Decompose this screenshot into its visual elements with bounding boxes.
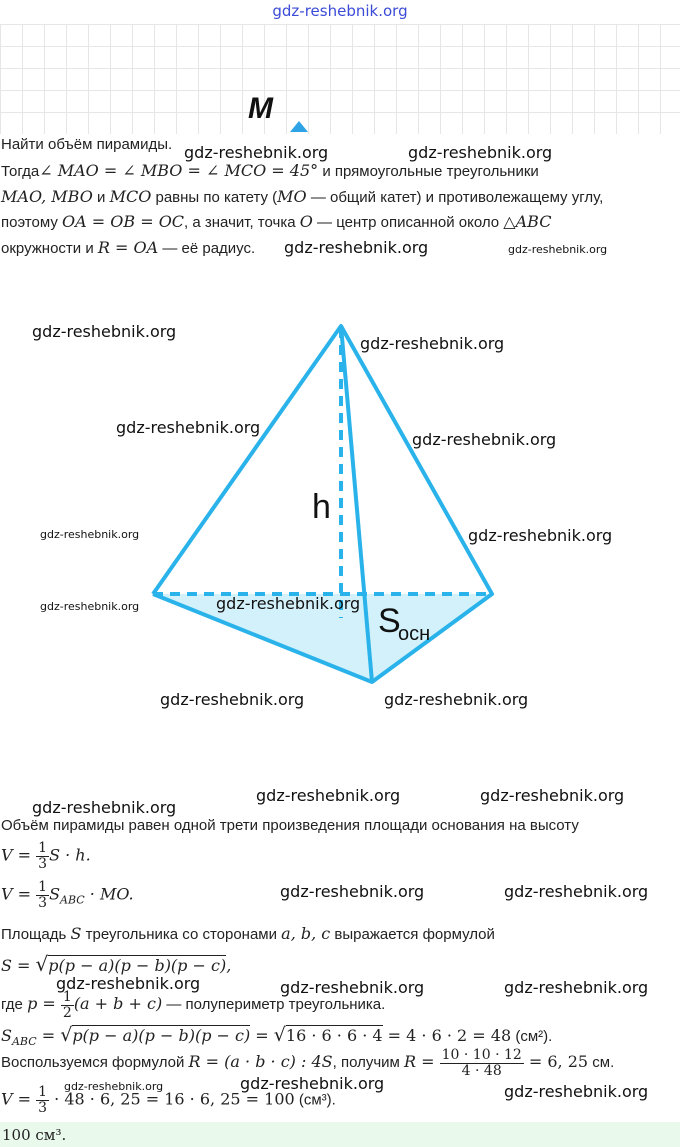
heron-lead: Площадь bbox=[1, 926, 71, 943]
heron-mid: треугольника со сторонами bbox=[81, 926, 282, 943]
v1-rhs: S · h. bbox=[49, 845, 91, 865]
task-intro: Найти объём пирамиды. bbox=[1, 136, 173, 153]
r-mid: , получим bbox=[332, 1054, 405, 1072]
angles-line-tail: и прямоугольные треугольники bbox=[318, 163, 539, 180]
r-unit: см. bbox=[588, 1054, 615, 1072]
heron-tail: выражается формулой bbox=[330, 926, 495, 943]
v2-tail: · MO. bbox=[84, 884, 134, 904]
sabc-eq: = bbox=[36, 1026, 61, 1045]
r-num: 10 · 10 · 12 bbox=[441, 1047, 522, 1063]
v1-lhs: V = bbox=[1, 845, 37, 865]
watermark: gdz-reshebnik.org bbox=[256, 786, 401, 805]
radius-equality: R = OA bbox=[97, 238, 159, 257]
frac-num-2: 1 bbox=[38, 879, 48, 895]
triangles-names-2: MCO bbox=[109, 187, 152, 206]
frac-den: 3 bbox=[38, 855, 48, 872]
watermark: gdz-reshebnik.org bbox=[240, 1074, 385, 1093]
watermark: gdz-reshebnik.org bbox=[384, 690, 529, 709]
v2-lhs: V = bbox=[1, 884, 37, 904]
vf-num: 1 bbox=[38, 1084, 48, 1100]
watermark: gdz-reshebnik.org bbox=[32, 322, 177, 341]
point-o: O bbox=[299, 212, 313, 231]
one-third-fraction bbox=[36, 841, 49, 871]
watermark: gdz-reshebnik.org bbox=[508, 243, 608, 256]
radius-line-tail: — её радиус. bbox=[158, 240, 256, 257]
r-formula: R = (a · b · c) : 4S bbox=[188, 1052, 333, 1072]
sqrt-icon: √ bbox=[35, 952, 49, 976]
sabc-radicand-1: p(p − a)(p − b)(p − c) bbox=[72, 1026, 251, 1045]
triangles-and: и bbox=[92, 189, 110, 206]
heron-end: , bbox=[226, 956, 232, 975]
watermark: gdz-reshebnik.org bbox=[40, 600, 140, 613]
vf-den: 3 bbox=[38, 1099, 48, 1116]
base-area-subscript: осн bbox=[398, 623, 431, 645]
segments-line-mid2: — центр описанной около bbox=[312, 214, 504, 231]
watermark: gdz-reshebnik.org bbox=[64, 1080, 164, 1093]
watermark: gdz-reshebnik.org bbox=[412, 430, 557, 449]
segments-equality: OA = OB = OC bbox=[61, 212, 185, 231]
apex-label-m: M bbox=[248, 92, 273, 125]
watermark: gdz-reshebnik.org bbox=[468, 526, 613, 545]
watermark: gdz-reshebnik.org bbox=[40, 528, 140, 541]
height-label: h bbox=[312, 488, 331, 526]
sabc-lhs: S bbox=[1, 1026, 12, 1045]
site-header-link[interactable]: gdz-reshebnik.org bbox=[272, 2, 408, 20]
triangles-names-1: MAO, MBO bbox=[1, 187, 93, 206]
area-calculation bbox=[1, 1024, 552, 1048]
watermark: gdz-reshebnik.org bbox=[504, 1082, 649, 1101]
answer-bar bbox=[0, 1122, 680, 1147]
watermark: gdz-reshebnik.org bbox=[408, 143, 553, 162]
angles-equality: ∠ MAO = ∠ MBO = ∠ MCO = 45° bbox=[39, 161, 319, 180]
one-half-fraction bbox=[61, 990, 74, 1020]
p-lhs: p = bbox=[27, 994, 61, 1014]
volume-rule: Объём пирамиды равен одной трети произведения площади основания на высоту bbox=[1, 817, 579, 834]
vf-rhs: · 48 · 6, 25 = 16 · 6, 25 = 100 bbox=[49, 1089, 295, 1109]
sabc-unit: (см²). bbox=[511, 1028, 553, 1045]
r-lhs: R = bbox=[404, 1052, 440, 1072]
sqrt-icon-3: √ bbox=[273, 1024, 286, 1046]
watermark: gdz-reshebnik.org bbox=[504, 882, 649, 901]
segments-line-mid: , а значит, точка bbox=[184, 214, 300, 231]
sqrt-icon-2: √ bbox=[60, 1024, 73, 1046]
watermark: gdz-reshebnik.org bbox=[32, 798, 177, 817]
sabc-radicand-2: 16 · 6 · 6 · 4 bbox=[285, 1026, 383, 1045]
p-num: 1 bbox=[62, 989, 72, 1005]
watermark: gdz-reshebnik.org bbox=[360, 334, 505, 353]
one-third-fraction-2 bbox=[36, 880, 49, 910]
watermark: gdz-reshebnik.org bbox=[116, 418, 261, 437]
radius-line-lead: окружности и bbox=[1, 240, 98, 257]
heron-radicand: p(p − a)(p − b)(p − c) bbox=[48, 956, 227, 975]
triangle-abc: △ABC bbox=[503, 212, 552, 231]
frac-num: 1 bbox=[38, 840, 48, 856]
segments-line-lead: поэтому bbox=[1, 214, 62, 231]
v2-s: S bbox=[49, 884, 61, 904]
watermark: gdz-reshebnik.org bbox=[184, 143, 329, 162]
p-den: 2 bbox=[62, 1004, 72, 1021]
heron-s: S bbox=[70, 924, 82, 943]
angles-line-lead: Тогда bbox=[1, 163, 40, 180]
volume-formula-1 bbox=[1, 841, 91, 871]
p-rhs: (a + b + c) bbox=[73, 994, 163, 1014]
heron-intro bbox=[1, 924, 495, 943]
volume-formula-2 bbox=[1, 880, 134, 910]
heron-formula bbox=[1, 952, 231, 976]
watermark: gdz-reshebnik.org bbox=[56, 974, 201, 993]
r-lead: Воспользуемся формулой bbox=[1, 1054, 189, 1072]
final-one-third bbox=[36, 1085, 49, 1115]
vf-unit: (см³). bbox=[294, 1091, 336, 1109]
sabc-sub: ABC bbox=[11, 1035, 37, 1048]
v2-sub: ABC bbox=[60, 893, 85, 907]
common-leg: MO bbox=[277, 187, 307, 206]
heron-sides: a, b, c bbox=[281, 924, 331, 943]
heron-lhs: S = bbox=[1, 956, 36, 975]
frac-den-2: 3 bbox=[38, 894, 48, 911]
radius-fraction bbox=[440, 1048, 524, 1078]
r-rhs: = 6, 25 bbox=[523, 1052, 589, 1072]
watermark: gdz-reshebnik.org bbox=[280, 882, 425, 901]
base-area-label: S bbox=[378, 602, 401, 640]
watermark: gdz-reshebnik.org bbox=[284, 238, 429, 257]
answer-text: 100 см³. bbox=[2, 1126, 67, 1144]
sabc-result: = 4 · 6 · 2 = 48 bbox=[382, 1026, 512, 1045]
sabc-eq2: = bbox=[250, 1026, 274, 1045]
watermark: gdz-reshebnik.org bbox=[504, 978, 649, 997]
triangles-line-tail: — общий катет) и противолежащему углу, bbox=[306, 189, 604, 206]
vf-lhs: V = bbox=[1, 1089, 37, 1109]
p-lead: где bbox=[1, 996, 28, 1014]
triangles-line-mid: равны по катету ( bbox=[151, 189, 278, 206]
watermark: gdz-reshebnik.org bbox=[480, 786, 625, 805]
watermark: gdz-reshebnik.org bbox=[160, 690, 305, 709]
watermark: gdz-reshebnik.org bbox=[280, 978, 425, 997]
watermark: gdz-reshebnik.org bbox=[216, 594, 361, 613]
p-tail: — полупериметр треугольника. bbox=[162, 996, 386, 1014]
r-den: 4 · 48 bbox=[461, 1062, 502, 1079]
